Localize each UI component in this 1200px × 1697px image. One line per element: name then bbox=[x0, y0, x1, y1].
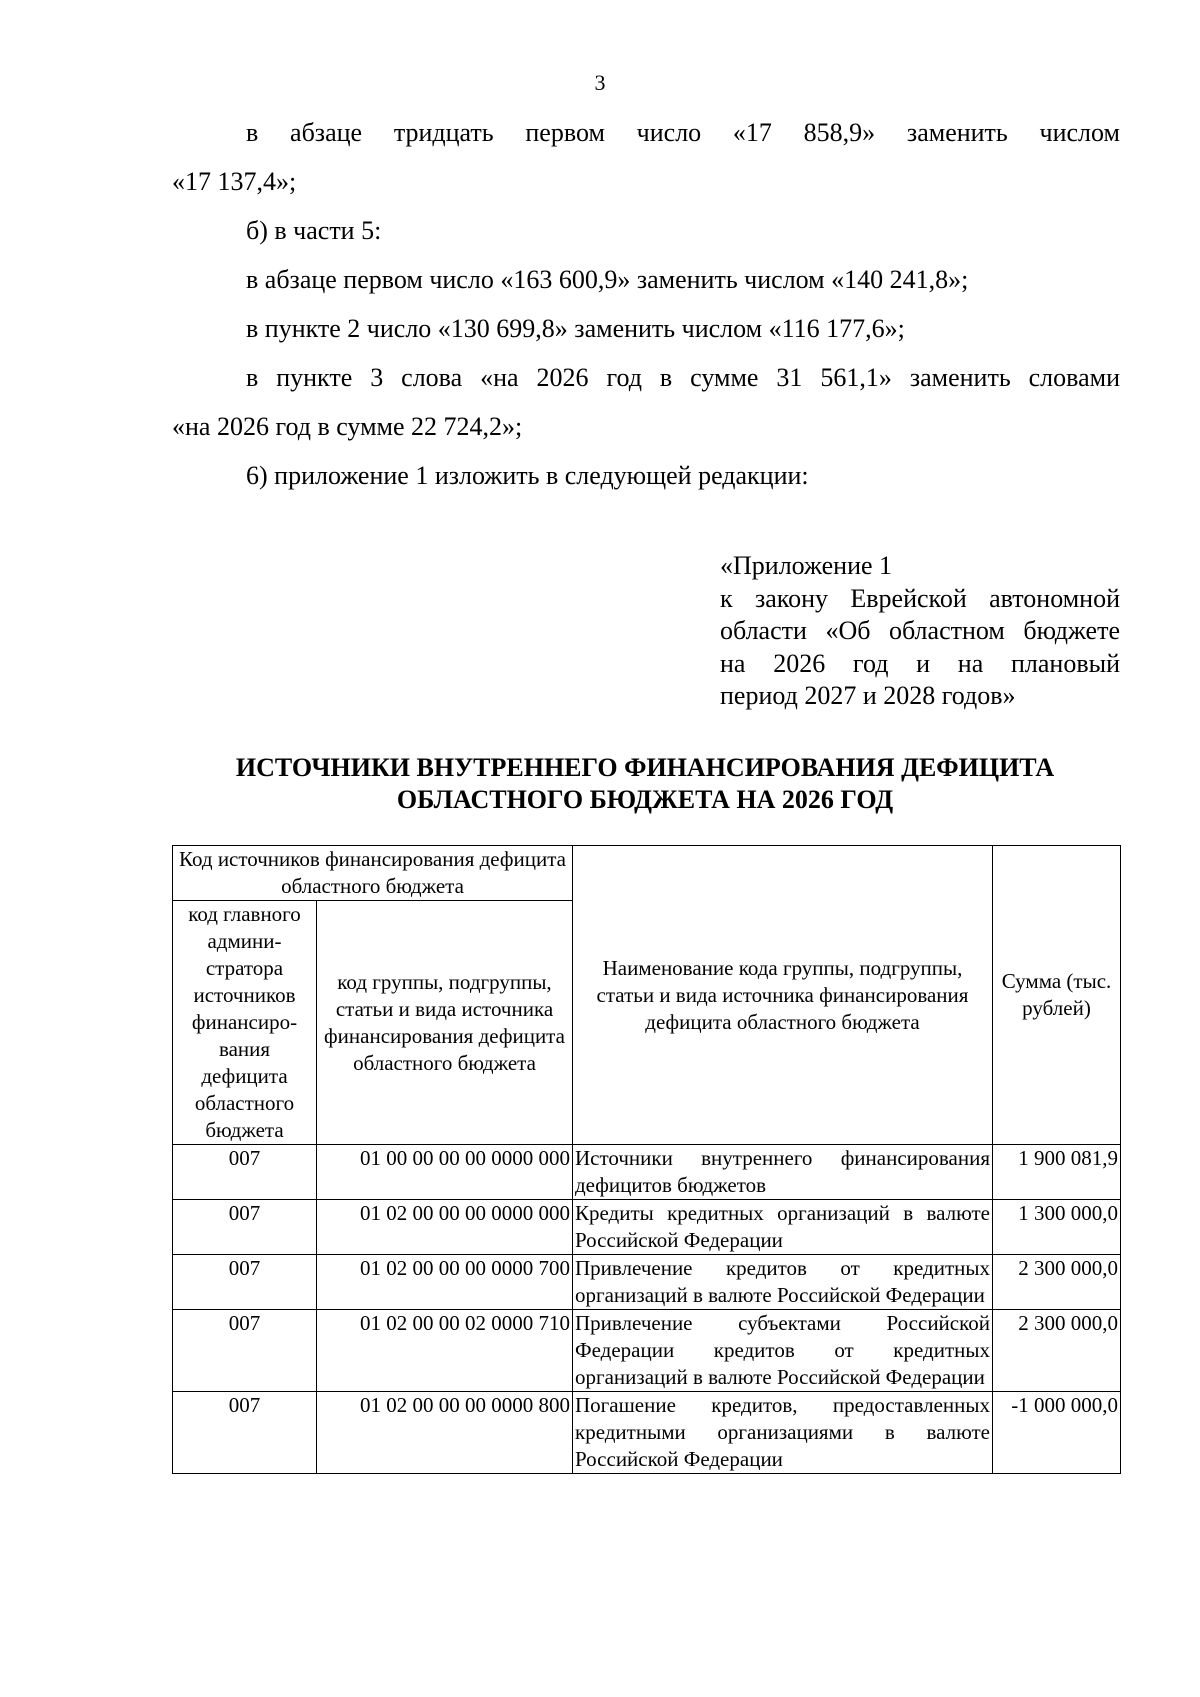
annex-line-5: период 2027 и 2028 годов» bbox=[720, 681, 1016, 710]
paragraph-4: в пункте 2 число «130 699,8» заменить числом «116 177,6»; bbox=[246, 314, 905, 343]
annex-line-3: области «Об областном бюджете bbox=[720, 616, 1120, 645]
cell-code: 01 02 00 00 00 0000 000 bbox=[317, 1200, 573, 1255]
annex-line-4: на 2026 год и на плановый bbox=[720, 648, 1120, 678]
page-number: 3 bbox=[594, 70, 606, 95]
header-sum: Сумма (тыс. рублей) bbox=[993, 846, 1121, 1145]
annex-line-2: к закону Еврейской автономной bbox=[720, 583, 1120, 613]
cell-code: 01 02 00 00 00 0000 800 bbox=[317, 1392, 573, 1474]
header-admin-code: код главного админи-стратора источников финансиро-вания дефицита областного бюджета bbox=[173, 901, 317, 1145]
document-title bbox=[0, 752, 1200, 816]
cell-name: Привлечение кредитов от кредитных организаций в валюте Российской Федерации bbox=[573, 1255, 993, 1310]
paragraph-2: б) в части 5: bbox=[246, 216, 382, 245]
cell-admin: 007 bbox=[173, 1145, 317, 1200]
paragraph-5-line-1: в пункте 3 слова «на 2026 год в сумме 31 561,1» заменить словами bbox=[246, 363, 1120, 392]
table-row bbox=[173, 1392, 1121, 1474]
header-code-group: Код источников финансирования дефицита областного бюджета bbox=[173, 846, 573, 901]
cell-sum: -1 000 000,0 bbox=[993, 1392, 1121, 1474]
table-row bbox=[173, 1310, 1121, 1392]
financing-sources-table bbox=[172, 845, 1121, 1474]
title-line-2: ОБЛАСТНОГО БЮДЖЕТА НА 2026 ГОД bbox=[396, 785, 894, 814]
paragraph-6: 6) приложение 1 изложить в следующей редакции: bbox=[246, 461, 809, 490]
cell-admin: 007 bbox=[173, 1255, 317, 1310]
cell-sum: 2 300 000,0 bbox=[993, 1310, 1121, 1392]
cell-sum: 1 900 081,9 bbox=[993, 1145, 1121, 1200]
annex-heading bbox=[720, 550, 1120, 713]
cell-admin: 007 bbox=[173, 1200, 317, 1255]
header-name: Наименование кода группы, подгруппы, статьи и вида источника финансирования дефицита областного бюджета bbox=[573, 846, 993, 1145]
cell-name: Источники внутреннего финансирования дефицитов бюджетов bbox=[573, 1145, 993, 1200]
cell-sum: 2 300 000,0 bbox=[993, 1255, 1121, 1310]
cell-name: Кредиты кредитных организаций в валюте Российской Федерации bbox=[573, 1200, 993, 1255]
paragraph-1-line-1: в абзаце тридцать первом число «17 858,9» заменить числом bbox=[246, 118, 1120, 147]
cell-name: Привлечение субъектами Российской Федерации кредитов от кредитных организаций в валюте Российской Федерации bbox=[573, 1310, 993, 1392]
table-header-row-1 bbox=[173, 846, 1121, 901]
cell-code: 01 00 00 00 00 0000 000 bbox=[317, 1145, 573, 1200]
table-row bbox=[173, 1200, 1121, 1255]
table-row bbox=[173, 1145, 1121, 1200]
paragraph-5-line-2: «на 2026 год в сумме 22 724,2»; bbox=[172, 412, 523, 441]
table-row bbox=[173, 1255, 1121, 1310]
paragraph-3: в абзаце первом число «163 600,9» заменить числом «140 241,8»; bbox=[246, 265, 969, 294]
cell-sum: 1 300 000,0 bbox=[993, 1200, 1121, 1255]
cell-code: 01 02 00 00 00 0000 700 bbox=[317, 1255, 573, 1310]
cell-name: Погашение кредитов, предоставленных кредитными организациями в валюте Российской Федерации bbox=[573, 1392, 993, 1474]
paragraph-1-line-2: «17 137,4»; bbox=[172, 167, 297, 196]
cell-code: 01 02 00 00 02 0000 710 bbox=[317, 1310, 573, 1392]
title-line-1: ИСТОЧНИКИ ВНУТРЕННЕГО ФИНАНСИРОВАНИЯ ДЕФИЦИТА bbox=[235, 753, 1055, 782]
cell-admin: 007 bbox=[173, 1392, 317, 1474]
cell-admin: 007 bbox=[173, 1310, 317, 1392]
annex-line-1: «Приложение 1 bbox=[720, 551, 893, 580]
header-source-code: код группы, подгруппы, статьи и вида источника финансирования дефицита областного бюджета bbox=[317, 901, 573, 1145]
